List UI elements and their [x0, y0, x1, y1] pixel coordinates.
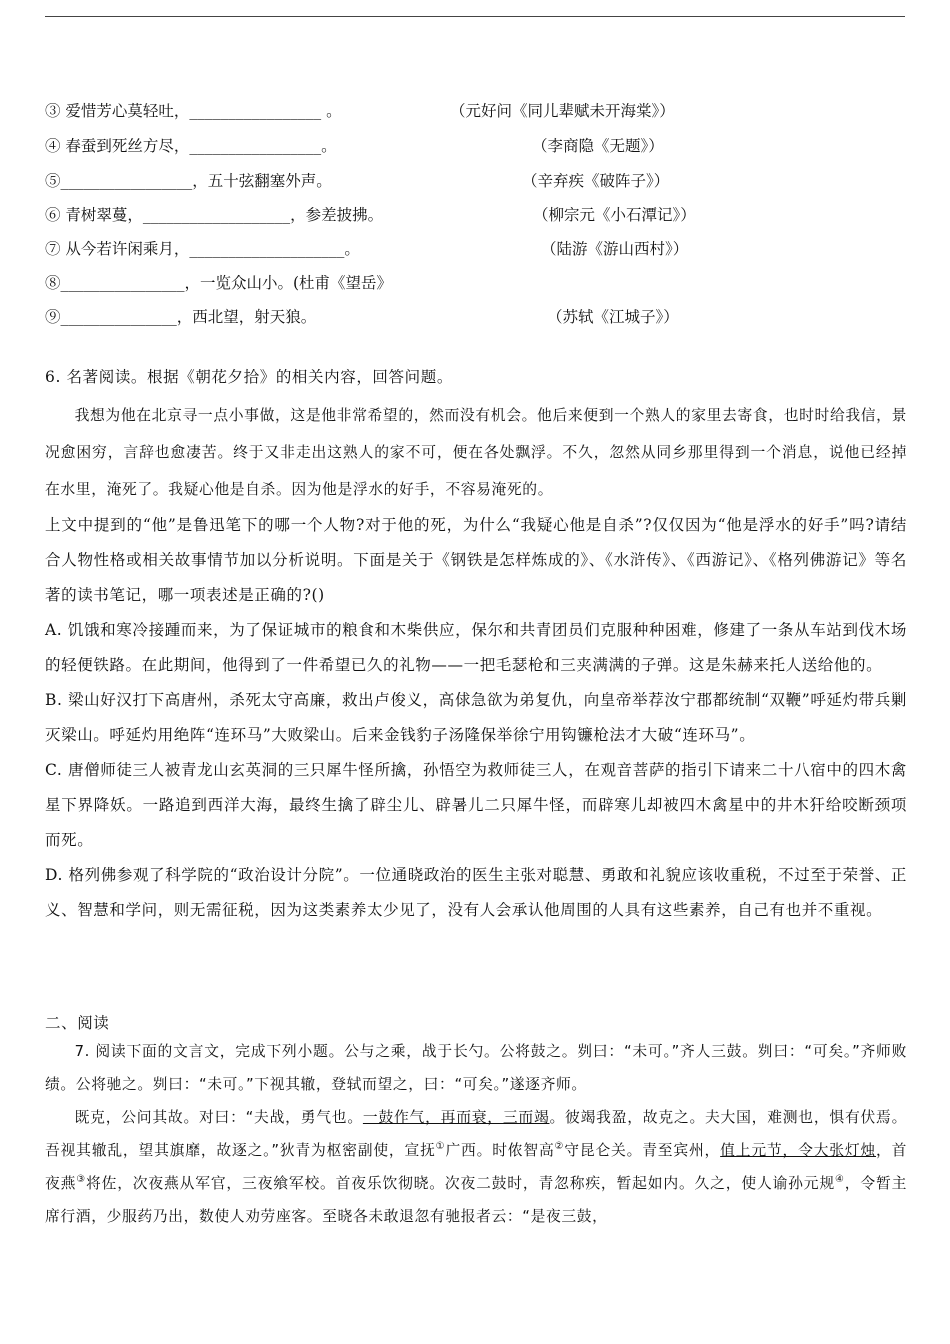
- q7-text-5: ，首夜燕: [45, 1142, 907, 1192]
- fill-line-8: ⑧________________，一览众山小。(杜甫《望岳》: [45, 274, 393, 292]
- q7-block: [45, 1035, 907, 1233]
- q6-passage-block: [45, 397, 907, 508]
- q7-intro: 7. 阅读下面的文言文，完成下列小题。公与之乘，战于长勺。公将鼓之。刿曰：“未可。”齐人三鼓。刿曰：“可矣。”齐师败绩。公将驰之。刿曰：“未可。”下视其辙，登轼而望之，曰：“可矣。”遂逐齐师。: [45, 1043, 907, 1093]
- q7-text-4: 守昆仑关。青至宾州，: [564, 1142, 721, 1159]
- note-ref-3: ③: [76, 1174, 86, 1185]
- note-ref-2: ②: [554, 1141, 565, 1152]
- q6-option-a: A. 饥饿和寒冷接踵而来，为了保证城市的粮食和木柴供应，保尔和共青团员们克服种种困难，修建了一条从车站到伐木场的轻便铁路。在此期间，他得到了一件希望已久的礼物——一把毛瑟枪和三夹满满的子弹。这是朱赫来托人送给他的。: [45, 621, 907, 674]
- section-heading-reading: 二、阅读: [45, 1014, 110, 1032]
- q7-text-3: 广西。时侬智高: [445, 1142, 555, 1159]
- header-rule: [45, 16, 905, 17]
- fill-line-5: ⑤_________________，五十弦翻塞外声。: [45, 172, 332, 190]
- q6-option-b: B. 梁山好汉打下高唐州，杀死太守高廉，救出卢俊义，高俅急欲为弟复仇，向皇帝举荐汝宁郡都统制“双鞭”呼延灼带兵剿灭梁山。呼延灼用绝阵“连环马”大败梁山。后来金钱豹子汤隆保举徐宁用钩镰枪法才大破“连环马”。: [45, 691, 907, 744]
- q6-question: 上文中提到的“他”是鲁迅笔下的哪一个人物?对于他的死，为什么“我疑心他是自杀”?仅仅因为“他是浮水的好手”吗?请结合人物性格或相关故事情节加以分析说明。下面是关于《钢铁是怎样炼成的》、《水浒传》、《西游记》、《格列佛游记》等名著的读书笔记，哪一项表述是正确的?(): [45, 516, 907, 604]
- q6-option-d: D. 格列佛参观了科学院的“政治设计分院”。一位通晓政治的医生主张对聪慧、勇敢和礼貌应该收重税，不过至于荣誉、正义、智慧和学问，则无需征税，因为这类素养太少见了，没有人会承认他周围的人具有这些素养，自己有也并不重视。: [45, 866, 907, 919]
- fill-line-9: ⑨_______________，西北望，射天狼。: [45, 308, 317, 326]
- q7-underlined-1: 一鼓作气，再而衰，三而竭: [362, 1109, 550, 1126]
- fill-line-6: ⑥ 青树翠蔓，___________________，参差披拂。: [45, 206, 384, 224]
- q6-question-block: [45, 508, 907, 928]
- q7-text-7: ，令暂主席行酒，少服药乃出，数使人劝劳座客。至晓各未敢退忽有驰报者云：“是夜三鼓，: [45, 1175, 907, 1225]
- q6-title: 6. 名著阅读。根据《朝花夕拾》的相关内容，回答问题。: [45, 368, 453, 386]
- fill-line-4: ④ 春蚕到死丝方尽，_________________。: [45, 137, 337, 155]
- fill-source-6: （柳宗元《小石潭记》）: [533, 206, 696, 224]
- fill-source-9: （苏轼《江城子》）: [547, 308, 679, 326]
- q6-passage: 我想为他在北京寻一点小事做，这是他非常希望的，然而没有机会。他后来便到一个熟人的家里去寄食，也时时给我信，景况愈困穷，言辞也愈凄苦。终于又非走出这熟人的家不可，便在各处飘浮。不久，忽然从同乡那里得到一个消息，说他已经掉在水里，淹死了。我疑心他是自杀。因为他是浮水的好手，不容易淹死的。: [45, 407, 907, 498]
- q7-underlined-2: 值上元节，令大张灯烛: [720, 1142, 877, 1159]
- fill-line-7: ⑦ 从今若许闲乘月，____________________。: [45, 240, 360, 258]
- fill-source-7: （陆游《游山西村》）: [541, 240, 689, 258]
- note-ref-4: ④: [835, 1174, 845, 1185]
- fill-source-3: （元好问《同儿辈赋未开海棠》）: [450, 102, 675, 120]
- q6-option-c: C. 唐僧师徒三人被青龙山玄英洞的三只犀牛怪所擒，孙悟空为救师徒三人，在观音菩萨的指引下请来二十八宿中的四木禽星下界降妖。一路追到西洋大海，最终生擒了辟尘儿、辟暑儿二只犀牛怪，而辟寒儿却被四木禽星中的井木犴给咬断颈项而死。: [45, 761, 907, 849]
- fill-line-3: ③ 爱惜芳心莫轻吐，_________________ 。: [45, 102, 342, 120]
- note-ref-1: ①: [435, 1141, 446, 1152]
- q7-text-1: 既克，公问其故。对曰：“夫战，勇气也。: [74, 1109, 363, 1126]
- fill-source-4: （李商隐《无题》）: [532, 137, 664, 155]
- q7-text-2: 。彼竭我盈，故克之。夫大国，难测也，惧有伏焉。吾视其辙乱，望其旗靡，故逐之。”狄青为枢密副使，宣抚: [45, 1109, 907, 1159]
- q7-paragraph-2: [45, 1101, 907, 1233]
- q7-text-6: 将佐，次夜燕从军官，三夜飨军校。首夜乐饮彻晓。次夜二鼓时，青忽称疾，暂起如内。久之，使人谕孙元规: [86, 1175, 835, 1192]
- fill-source-5: （辛弃疾《破阵子》）: [522, 172, 670, 190]
